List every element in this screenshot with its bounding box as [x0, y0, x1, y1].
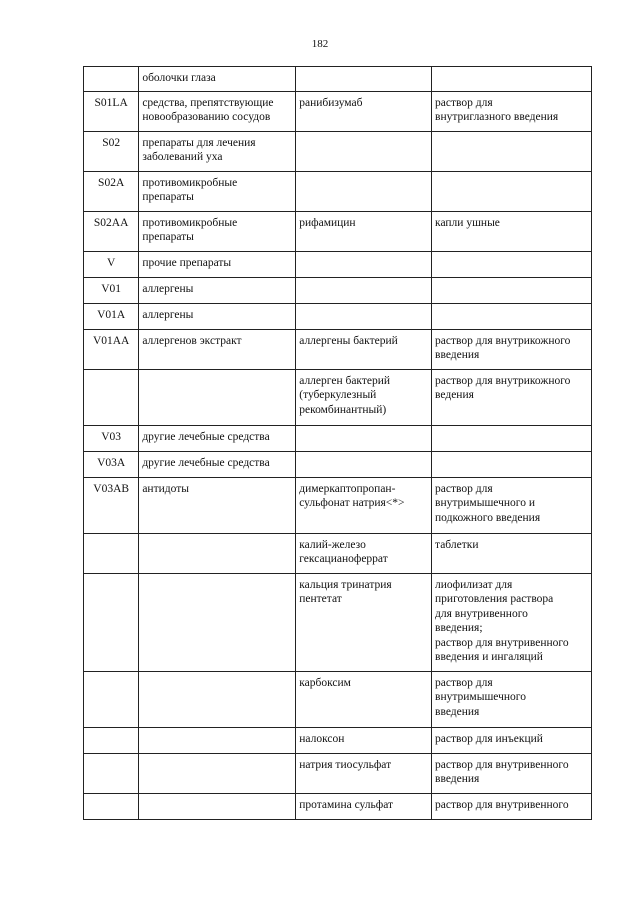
pharmacological-group-cell	[139, 793, 296, 819]
dosage-form-cell	[432, 171, 592, 211]
dosage-form-text: раствор для внутрикожного введения	[435, 334, 571, 361]
table-row	[84, 477, 592, 533]
dosage-form-cell	[432, 67, 592, 92]
atc-code-cell	[84, 67, 139, 92]
atc-code-text: S01LA	[94, 96, 128, 109]
pharmacological-group-text: средства, препятствующие новообразованию сосудов	[142, 96, 274, 123]
atc-code-cell	[84, 131, 139, 171]
pharmacological-group-cell	[139, 91, 296, 131]
pharmacological-group-cell	[139, 303, 296, 329]
table-row	[84, 793, 592, 819]
dosage-form-cell	[432, 477, 592, 533]
drug-name-cell	[296, 753, 432, 793]
pharmacological-group-text: другие лечебные средства	[142, 430, 270, 443]
pharmacological-group-text: аллергенов экстракт	[142, 334, 242, 347]
dosage-form-text: раствор для внутривенного	[435, 798, 569, 811]
drug-name-text: налоксон	[299, 732, 345, 745]
drug-name-cell	[296, 533, 432, 573]
pharmacological-group-cell	[139, 451, 296, 477]
atc-code-cell	[84, 251, 139, 277]
table-row	[84, 131, 592, 171]
atc-code-cell	[84, 91, 139, 131]
table-row	[84, 91, 592, 131]
pharmacological-group-cell	[139, 753, 296, 793]
drug-classification-table	[83, 66, 592, 820]
pharmacological-group-cell	[139, 533, 296, 573]
dosage-form-text: капли ушные	[435, 216, 500, 229]
table-row	[84, 211, 592, 251]
atc-code-text: V	[107, 256, 116, 269]
pharmacological-group-text: аллергены	[142, 282, 194, 295]
dosage-form-text: раствор для инъекций	[435, 732, 543, 745]
table-row	[84, 425, 592, 451]
drug-name-cell	[296, 277, 432, 303]
pharmacological-group-text: прочие препараты	[142, 256, 232, 269]
table-row	[84, 753, 592, 793]
dosage-form-cell	[432, 369, 592, 425]
dosage-form-cell	[432, 131, 592, 171]
atc-code-cell	[84, 277, 139, 303]
atc-code-cell	[84, 727, 139, 753]
pharmacological-group-text: противомикробные препараты	[142, 216, 238, 243]
dosage-form-text: раствор для внутримышечного и подкожного введения	[435, 482, 541, 524]
drug-name-text: рифамицин	[299, 216, 356, 229]
atc-code-cell	[84, 425, 139, 451]
atc-code-cell	[84, 671, 139, 727]
pharmacological-group-text: другие лечебные средства	[142, 456, 270, 469]
dosage-form-cell	[432, 211, 592, 251]
atc-code-text: V01A	[97, 308, 126, 321]
dosage-form-cell	[432, 277, 592, 303]
pharmacological-group-cell	[139, 573, 296, 671]
pharmacological-group-cell	[139, 277, 296, 303]
pharmacological-group-text: противомикробные препараты	[142, 176, 238, 203]
atc-code-cell	[84, 171, 139, 211]
table-row	[84, 171, 592, 211]
atc-code-text: V03AB	[93, 482, 130, 495]
dosage-form-cell	[432, 753, 592, 793]
atc-code-text: V03	[101, 430, 122, 443]
pharmacological-group-cell	[139, 131, 296, 171]
pharmacological-group-cell	[139, 211, 296, 251]
dosage-form-cell	[432, 303, 592, 329]
table-row	[84, 369, 592, 425]
dosage-form-cell	[432, 91, 592, 131]
drug-name-text: протамина сульфат	[299, 798, 394, 811]
dosage-form-cell	[432, 425, 592, 451]
drug-name-cell	[296, 171, 432, 211]
atc-code-text: S02	[102, 136, 121, 149]
pharmacological-group-text: препараты для лечения заболеваний уха	[142, 136, 256, 163]
dosage-form-text: лиофилизат для приготовления раствора для внутривенного введения; раствор для внутривенного введения и ингаляций	[435, 578, 569, 663]
table-row	[84, 533, 592, 573]
drug-name-text: кальция тринатрия пентетат	[299, 578, 392, 605]
atc-code-cell	[84, 369, 139, 425]
table-row	[84, 67, 592, 92]
atc-code-text: V01AA	[92, 334, 130, 347]
pharmacological-group-cell	[139, 671, 296, 727]
pharmacological-group-cell	[139, 727, 296, 753]
atc-code-cell	[84, 793, 139, 819]
atc-code-cell	[84, 753, 139, 793]
pharmacological-group-cell	[139, 329, 296, 369]
drug-name-cell	[296, 91, 432, 131]
drug-name-text: карбоксим	[299, 676, 351, 689]
drug-name-text: димеркаптопропан- сульфонат натрия<*>	[299, 482, 405, 509]
page-number: 182	[311, 38, 329, 50]
pharmacological-group-cell	[139, 425, 296, 451]
atc-code-cell	[84, 477, 139, 533]
drug-name-cell	[296, 727, 432, 753]
table-row	[84, 303, 592, 329]
drug-name-cell	[296, 573, 432, 671]
drug-name-text: калий-железо гексацианоферрат	[299, 538, 388, 565]
dosage-form-cell	[432, 727, 592, 753]
table-row	[84, 573, 592, 671]
dosage-form-cell	[432, 451, 592, 477]
pharmacological-group-text: антидоты	[142, 482, 189, 495]
drug-name-text: ранибизумаб	[299, 96, 363, 109]
dosage-form-text: раствор для внутрикожного ведения	[435, 374, 571, 401]
atc-code-text: V03A	[97, 456, 126, 469]
pharmacological-group-cell	[139, 171, 296, 211]
atc-code-text: S02AA	[93, 216, 129, 229]
pharmacological-group-cell	[139, 477, 296, 533]
drug-name-text: натрия тиосульфат	[299, 758, 392, 771]
dosage-form-cell	[432, 793, 592, 819]
drug-name-cell	[296, 793, 432, 819]
atc-code-cell	[84, 329, 139, 369]
atc-code-text: V01	[101, 282, 122, 295]
table-row	[84, 277, 592, 303]
drug-name-text: аллергены бактерий	[299, 334, 398, 347]
drug-name-cell	[296, 477, 432, 533]
pharmacological-group-cell	[139, 369, 296, 425]
atc-code-cell	[84, 573, 139, 671]
atc-code-cell	[84, 533, 139, 573]
dosage-form-cell	[432, 329, 592, 369]
dosage-form-text: раствор для внутримышечного введения	[435, 676, 526, 718]
atc-code-text: S02A	[98, 176, 125, 189]
drug-name-cell	[296, 329, 432, 369]
dosage-form-text: раствор для внутривенного введения	[435, 758, 569, 785]
dosage-form-cell	[432, 573, 592, 671]
drug-name-cell	[296, 425, 432, 451]
pharmacological-group-cell	[139, 251, 296, 277]
drug-name-cell	[296, 303, 432, 329]
drug-name-cell	[296, 251, 432, 277]
dosage-form-cell	[432, 251, 592, 277]
dosage-form-cell	[432, 671, 592, 727]
drug-name-cell	[296, 671, 432, 727]
table-row	[84, 251, 592, 277]
pharmacological-group-cell	[139, 67, 296, 92]
pharmacological-group-text: оболочки глаза	[142, 72, 216, 84]
pharmacological-group-text: аллергены	[142, 308, 194, 321]
drug-name-cell	[296, 131, 432, 171]
drug-name-cell	[296, 451, 432, 477]
table-row	[84, 329, 592, 369]
drug-name-cell	[296, 67, 432, 92]
atc-code-cell	[84, 451, 139, 477]
table-row	[84, 451, 592, 477]
drug-name-cell	[296, 211, 432, 251]
atc-code-cell	[84, 303, 139, 329]
dosage-form-text: таблетки	[435, 538, 479, 551]
drug-name-text: аллерген бактерий (туберкулезный рекомбинантный)	[299, 374, 391, 416]
table-row	[84, 671, 592, 727]
table-body	[84, 67, 592, 820]
table-row	[84, 727, 592, 753]
atc-code-cell	[84, 211, 139, 251]
drug-name-cell	[296, 369, 432, 425]
dosage-form-cell	[432, 533, 592, 573]
dosage-form-text: раствор для внутриглазного введения	[435, 96, 559, 123]
